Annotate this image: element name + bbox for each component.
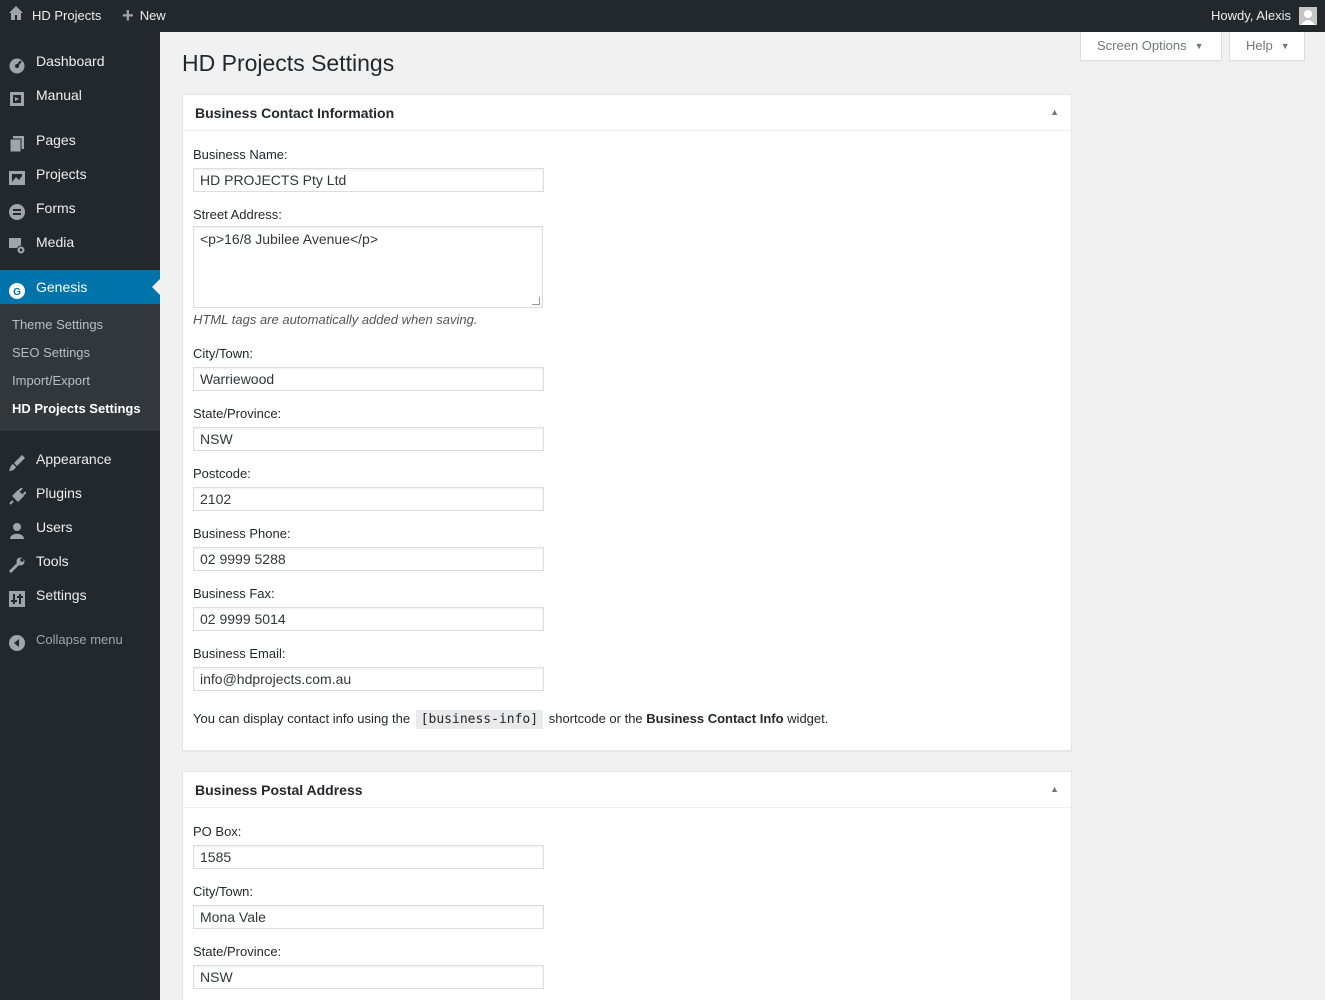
postbox-title: Business Contact Information bbox=[195, 105, 395, 121]
screen-options-label: Screen Options bbox=[1097, 38, 1187, 53]
phone-input[interactable]: 02 9999 5288 bbox=[193, 547, 544, 571]
postal-state-label: State/Province: bbox=[193, 944, 282, 959]
po-box-field bbox=[193, 823, 544, 869]
sidebar-item-dashboard[interactable] bbox=[0, 44, 160, 78]
postcode-input[interactable]: 2102 bbox=[193, 487, 544, 511]
sidebar-item-label: Forms bbox=[36, 200, 76, 216]
sidebar-item-label: Settings bbox=[36, 587, 87, 603]
submenu-theme-settings[interactable]: Theme Settings bbox=[12, 317, 104, 332]
page-title: HD Projects Settings bbox=[182, 50, 395, 76]
site-name-label: HD Projects bbox=[32, 8, 102, 23]
collapse-icon bbox=[8, 631, 26, 649]
forms-icon bbox=[8, 199, 26, 217]
dashboard-icon bbox=[8, 52, 26, 70]
business-name-input[interactable]: HD PROJECTS Pty Ltd bbox=[193, 168, 544, 192]
admin-bar bbox=[0, 0, 1325, 32]
sidebar-item-manual[interactable] bbox=[0, 78, 160, 112]
sidebar-item-label: Manual bbox=[36, 87, 82, 103]
note-middle: shortcode or the bbox=[548, 711, 643, 726]
city-input[interactable]: Warriewood bbox=[193, 367, 544, 391]
sidebar-item-genesis[interactable] bbox=[0, 270, 160, 304]
collapse-menu-button[interactable] bbox=[0, 623, 160, 657]
postal-state-field bbox=[193, 943, 544, 989]
collapse-arrow-icon[interactable]: ▲ bbox=[1050, 784, 1059, 794]
postcode-field bbox=[193, 465, 544, 511]
screen-options-button[interactable] bbox=[1080, 32, 1222, 61]
sidebar-item-plugins[interactable] bbox=[0, 476, 160, 510]
sidebar-item-label: Genesis bbox=[36, 279, 88, 295]
street-address-label: Street Address: bbox=[193, 207, 282, 222]
home-icon bbox=[8, 1, 26, 33]
postbox-header[interactable] bbox=[183, 95, 1071, 131]
submenu-seo-settings[interactable]: SEO Settings bbox=[12, 345, 91, 360]
phone-label: Business Phone: bbox=[193, 526, 291, 541]
postal-city-field bbox=[193, 883, 544, 929]
sidebar-item-label: Dashboard bbox=[36, 53, 105, 69]
sidebar-item-media[interactable] bbox=[0, 225, 160, 259]
genesis-icon bbox=[8, 278, 26, 296]
widget-name: Business Contact Info bbox=[646, 711, 784, 726]
street-address-value: <p>16/8 Jubilee Avenue</p> bbox=[200, 231, 379, 247]
new-label: New bbox=[139, 8, 166, 23]
city-label: City/Town: bbox=[193, 346, 253, 361]
note-suffix: widget. bbox=[787, 711, 829, 726]
howdy-link[interactable]: Howdy, Alexis bbox=[1211, 8, 1291, 23]
sidebar-item-appearance[interactable] bbox=[0, 442, 160, 476]
help-button[interactable] bbox=[1229, 32, 1305, 61]
fax-input[interactable]: 02 9999 5014 bbox=[193, 607, 544, 631]
postcode-label: Postcode: bbox=[193, 466, 251, 481]
submenu-hd-projects-settings[interactable]: HD Projects Settings bbox=[12, 401, 141, 416]
tools-icon bbox=[8, 552, 26, 570]
caret-down-icon: ▼ bbox=[1280, 41, 1290, 51]
contact-info-box bbox=[182, 94, 1072, 751]
sidebar-item-tools[interactable] bbox=[0, 544, 160, 578]
sidebar-item-label: Media bbox=[36, 234, 75, 250]
email-field bbox=[193, 645, 544, 691]
avatar[interactable] bbox=[1299, 7, 1317, 25]
projects-icon bbox=[8, 165, 26, 183]
admin-sidebar bbox=[0, 32, 160, 1000]
postal-address-box bbox=[182, 771, 1072, 1000]
sidebar-item-label: Pages bbox=[36, 132, 76, 148]
po-box-input[interactable]: 1585 bbox=[193, 845, 544, 869]
phone-field bbox=[193, 525, 544, 571]
settings-icon bbox=[8, 586, 26, 604]
genesis-submenu bbox=[0, 304, 160, 431]
resize-handle-icon[interactable] bbox=[532, 297, 540, 305]
po-box-label: PO Box: bbox=[193, 824, 242, 839]
postal-city-input[interactable]: Mona Vale bbox=[193, 905, 544, 929]
sidebar-item-label: Projects bbox=[36, 166, 87, 182]
street-address-textarea[interactable] bbox=[193, 226, 543, 308]
submenu-import-export[interactable]: Import/Export bbox=[12, 373, 91, 388]
collapse-label: Collapse menu bbox=[36, 632, 123, 647]
site-name-link[interactable] bbox=[8, 0, 101, 32]
state-label: State/Province: bbox=[193, 406, 282, 421]
street-address-field bbox=[193, 206, 543, 308]
plus-icon: + bbox=[122, 5, 134, 27]
help-label: Help bbox=[1246, 38, 1273, 53]
city-field bbox=[193, 345, 544, 391]
sidebar-item-pages[interactable] bbox=[0, 123, 160, 157]
users-icon bbox=[8, 518, 26, 536]
sidebar-item-forms[interactable] bbox=[0, 191, 160, 225]
plugins-icon bbox=[8, 484, 26, 502]
shortcode: [business-info] bbox=[416, 710, 543, 729]
postbox-title: Business Postal Address bbox=[195, 782, 363, 798]
collapse-arrow-icon[interactable]: ▲ bbox=[1050, 107, 1059, 117]
html-tags-description: HTML tags are automatically added when saving. bbox=[193, 312, 478, 327]
sidebar-item-label: Users bbox=[36, 519, 73, 535]
shortcode-note bbox=[193, 711, 828, 727]
manual-icon bbox=[8, 86, 26, 104]
sidebar-item-projects[interactable] bbox=[0, 157, 160, 191]
sidebar-item-users[interactable] bbox=[0, 510, 160, 544]
postal-state-input[interactable]: NSW bbox=[193, 965, 544, 989]
appearance-icon bbox=[8, 450, 26, 468]
state-field bbox=[193, 405, 544, 451]
fax-field bbox=[193, 585, 544, 631]
pages-icon bbox=[8, 131, 26, 149]
email-input[interactable]: info@hdprojects.com.au bbox=[193, 667, 544, 691]
sidebar-item-label: Appearance bbox=[36, 451, 112, 467]
sidebar-item-label: Plugins bbox=[36, 485, 82, 501]
email-label: Business Email: bbox=[193, 646, 286, 661]
business-name-label: Business Name: bbox=[193, 147, 288, 162]
state-input[interactable]: NSW bbox=[193, 427, 544, 451]
postal-city-label: City/Town: bbox=[193, 884, 253, 899]
new-content-link[interactable] bbox=[122, 0, 166, 32]
sidebar-item-label: Tools bbox=[36, 553, 69, 569]
note-prefix: You can display contact info using the bbox=[193, 711, 411, 726]
media-icon bbox=[8, 233, 26, 251]
sidebar-item-settings[interactable] bbox=[0, 578, 160, 612]
postbox-header[interactable] bbox=[183, 772, 1071, 808]
caret-down-icon: ▼ bbox=[1194, 41, 1204, 51]
svg-text:G: G bbox=[13, 287, 21, 298]
fax-label: Business Fax: bbox=[193, 586, 275, 601]
business-name-field bbox=[193, 146, 544, 192]
